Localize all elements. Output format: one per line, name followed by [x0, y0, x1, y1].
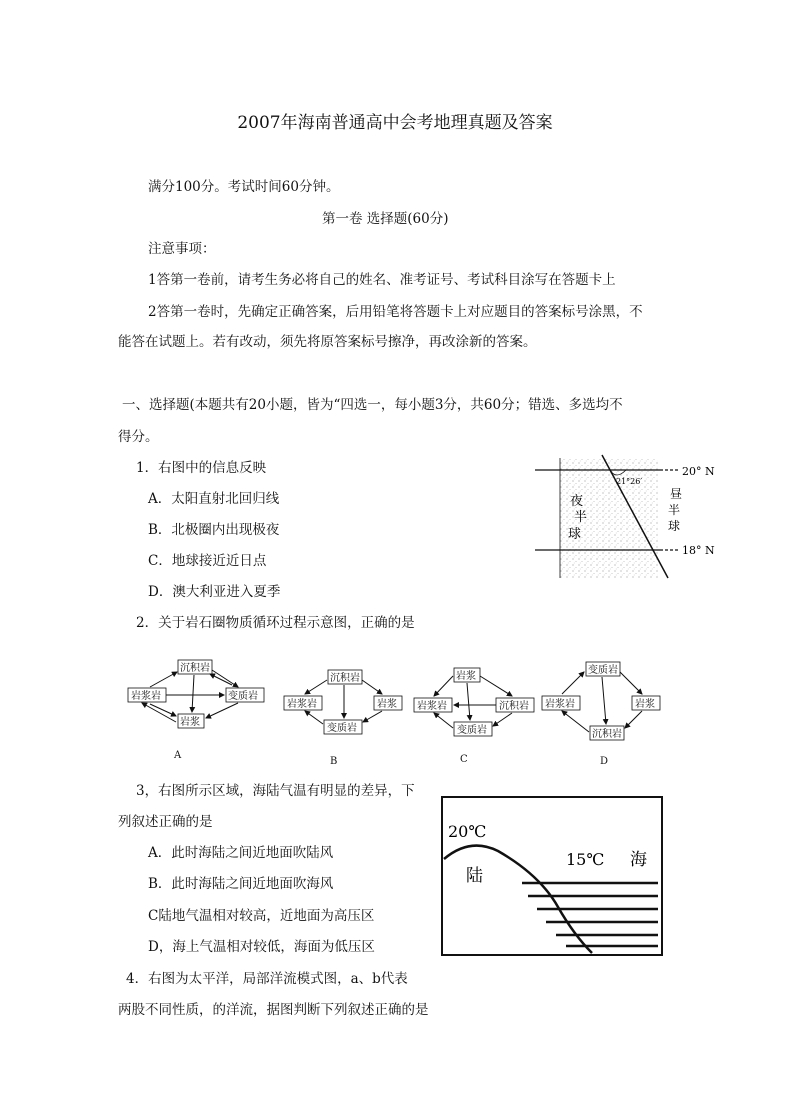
question-2-stem: 2．关于岩石圈物质循环过程示意图，正确的是: [136, 615, 415, 631]
diagram-d-top: 变质岩: [588, 665, 618, 676]
diagram-a: [128, 660, 264, 761]
diagram-a-bottom: 岩浆: [180, 717, 200, 728]
question-1-option-d: D．澳大利亚进入夏季: [148, 584, 281, 600]
sea-temperature: 15℃: [566, 850, 605, 869]
question-1-option-b: B．北极圈内出现极夜: [148, 522, 280, 538]
notice-item-2-continued: 能答在试题上。若有改动，须先将原答案标号擦净，再改涂新的答案。: [118, 334, 537, 350]
diagram-a-left: 岩浆岩: [131, 691, 161, 702]
question-3-stem-continued: 列叙述正确的是: [118, 814, 213, 830]
diagram-b-bottom: 变质岩: [327, 723, 357, 734]
land-label: 陆: [466, 866, 483, 886]
night-label-1: 夜: [570, 494, 584, 509]
notice-heading: 注意事项：: [148, 241, 216, 257]
question-3-option-d: D，海上气温相对较低，海面为低压区: [148, 939, 375, 955]
question-1-stem: 1．右图中的信息反映: [136, 460, 267, 476]
question-1-option-a: A．太阳直射北回归线: [148, 491, 280, 507]
diagram-d-right: 岩浆: [635, 699, 655, 710]
question-1-figure: [530, 450, 730, 582]
latitude-18n-label: 18° N: [682, 544, 715, 557]
land-temperature: 20℃: [448, 822, 487, 841]
diagram-d-bottom: 沉积岩: [592, 729, 622, 740]
question-3-stem: 3，右图所示区域，海陆气温有明显的差异，下: [136, 783, 415, 799]
rock-cycle-diagrams: [120, 652, 680, 772]
question-3-option-a: A．此时海陆之间近地面吹陆风: [148, 845, 334, 861]
day-label-1: 昼: [670, 487, 683, 501]
diagram-b-left: 岩浆岩: [287, 699, 317, 710]
diagram-c-caption: C: [460, 754, 468, 765]
notice-item-1: 1答第一卷前，请考生务必将自己的姓名、准考证号、考试科目涂写在答题卡上: [148, 272, 616, 288]
part-one-instructions: 一、选择题(本题共有20小题，皆为“四选一，每小题3分，共60分；错选、多选均不: [122, 397, 623, 413]
diagram-a-right: 变质岩: [228, 691, 258, 702]
diagram-c: [414, 668, 534, 765]
question-3-figure: [440, 795, 666, 959]
night-label-3: 球: [568, 527, 582, 542]
diagram-d-left: 岩浆岩: [545, 699, 575, 710]
angle-label: 21°26′: [616, 477, 643, 486]
notice-item-2: 2答第一卷时，先确定正确答案，后用铅笔将答题卡上对应题目的答案标号涂黑，不: [148, 304, 643, 320]
score-line: 满分100分。考试时间60分钟。: [148, 179, 340, 195]
day-label-2: 半: [668, 503, 681, 517]
question-4-stem-continued: 两股不同性质，的洋流，据图判断下列叙述正确的是: [118, 1002, 429, 1018]
part-one-instructions-continued: 得分。: [118, 429, 159, 445]
diagram-a-caption: A: [174, 750, 182, 761]
question-1-option-c: C．地球接近近日点: [148, 553, 267, 569]
question-3-option-b: B．此时海陆之间近地面吹海风: [148, 876, 334, 892]
diagram-c-top: 岩浆: [456, 671, 476, 682]
question-4-stem: 4．右图为太平洋，局部洋流模式图，a、b代表: [126, 971, 408, 987]
day-label-3: 球: [668, 519, 681, 533]
latitude-20n-label: 20° N: [682, 465, 715, 478]
diagram-b-top: 沉积岩: [330, 673, 360, 684]
section-heading: 第一卷 选择题(60分): [322, 211, 449, 227]
diagram-c-left: 岩浆岩: [417, 701, 447, 712]
diagram-c-right: 沉积岩: [499, 701, 529, 712]
diagram-d: [542, 662, 660, 767]
diagram-b-caption: B: [330, 756, 338, 767]
question-3-option-c: C陆地气温相对较高，近地面为高压区: [148, 908, 375, 924]
page-title: 2007年海南普通高中会考地理真题及答案: [237, 113, 553, 133]
sea-label: 海: [630, 850, 647, 870]
diagram-d-caption: D: [600, 756, 609, 767]
diagram-b: [284, 670, 402, 767]
diagram-b-right: 岩浆: [377, 699, 397, 710]
diagram-c-bottom: 变质岩: [457, 725, 487, 736]
diagram-a-top: 沉积岩: [180, 663, 210, 674]
night-label-2: 半: [574, 510, 588, 525]
